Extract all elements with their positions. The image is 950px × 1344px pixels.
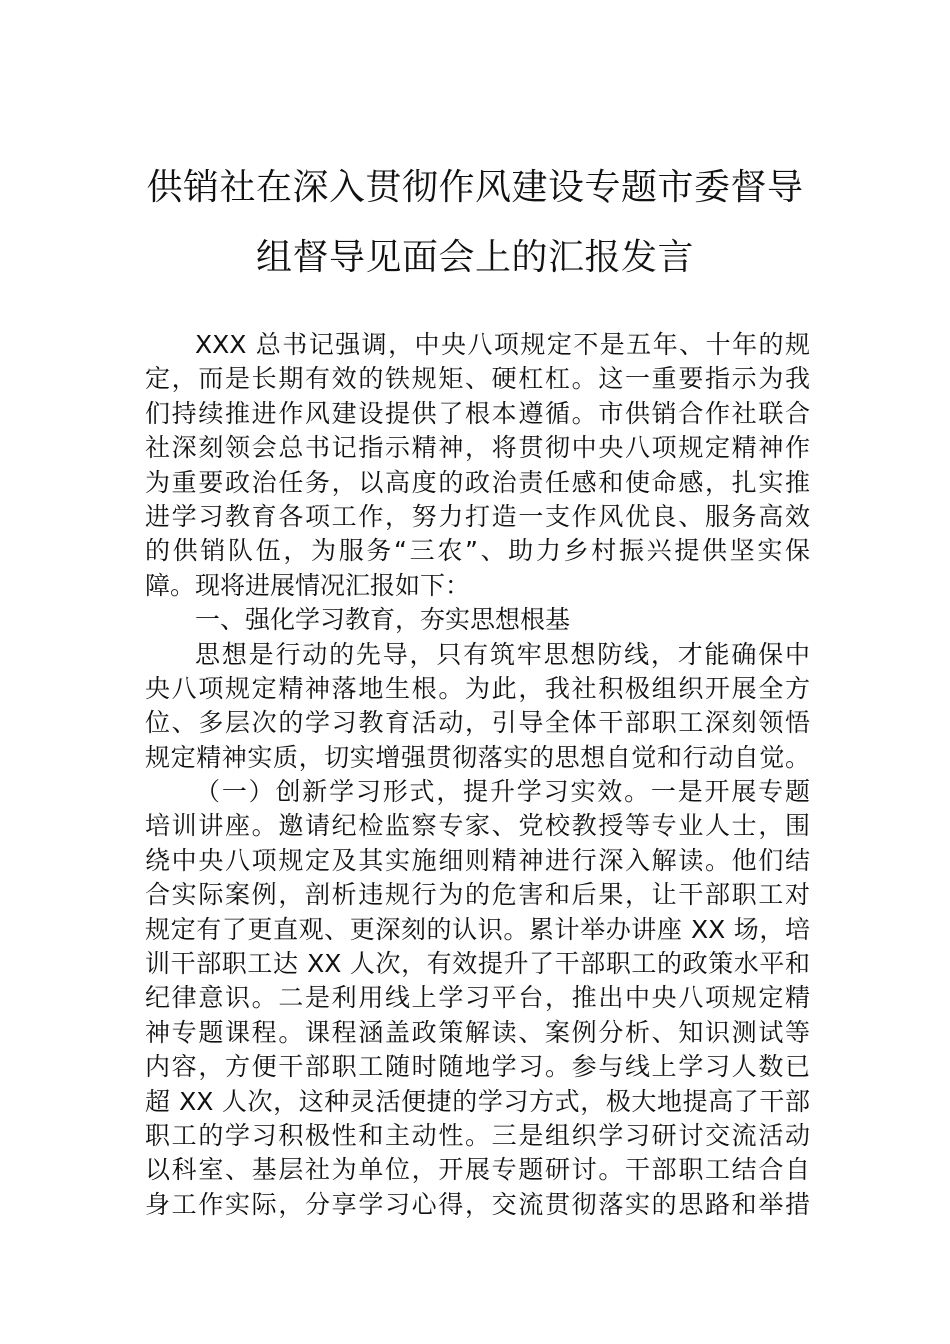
body-line: 规定精神实质，切实增强贯彻落实的思想自觉和行动自觉。	[145, 742, 810, 772]
document-body	[145, 328, 810, 1222]
body-line: 进学习教育各项工作，努力打造一支作风优良、服务高效	[145, 501, 810, 531]
body-line: 职工的学习积极性和主动性。三是组织学习研讨交流活动	[145, 1120, 810, 1150]
body-line: 训干部职工达 XX 人次，有效提升了干部职工的政策水平和	[145, 949, 810, 979]
body-line: 身工作实际，分享学习心得，交流贯彻落实的思路和举措	[145, 1189, 810, 1219]
body-line: 为重要政治任务，以高度的政治责任感和使命感，扎实推	[145, 467, 810, 497]
body-line: 培训讲座。邀请纪检监察专家、党校教授等专业人士，围	[145, 811, 810, 841]
body-line: 规定有了更直观、更深刻的认识。累计举办讲座 XX 场，培	[145, 914, 810, 944]
body-line: 纪律意识。二是利用线上学习平台，推出中央八项规定精	[145, 983, 810, 1013]
document-title-line-2: 组督导见面会上的汇报发言	[255, 237, 694, 278]
body-line: 一、强化学习教育，夯实思想根基	[195, 605, 571, 635]
body-line: 定，而是长期有效的铁规矩、硬杠杠。这一重要指示为我	[145, 364, 810, 394]
body-line: 以科室、基层社为单位，开展专题研讨。干部职工结合自	[145, 1155, 810, 1185]
body-line: 的供销队伍，为服务“三农”、助力乡村振兴提供坚实保	[145, 536, 810, 566]
body-line: 央八项规定精神落地生根。为此，我社积极组织开展全方	[145, 673, 810, 703]
body-line: 合实际案例，剖析违规行为的危害和后果，让干部职工对	[145, 880, 810, 910]
body-line: 超 XX 人次，这种灵活便捷的学习方式，极大地提高了干部	[145, 1086, 810, 1116]
body-line: XXX 总书记强调，中央八项规定不是五年、十年的规	[195, 330, 810, 359]
body-line: 障。现将进展情况汇报如下：	[145, 570, 471, 600]
body-line: 社深刻领会总书记指示精神，将贯彻中央八项规定精神作	[145, 433, 810, 463]
document-title-line-1: 供销社在深入贯彻作风建设专题市委督导	[146, 167, 804, 208]
body-line: 们持续推进作风建设提供了根本遵循。市供销合作社联合	[145, 398, 810, 428]
body-line: 位、多层次的学习教育活动，引导全体干部职工深刻领悟	[145, 708, 810, 738]
body-line: 神专题课程。课程涵盖政策解读、案例分析、知识测试等	[145, 1017, 810, 1047]
body-line: 思想是行动的先导，只有筑牢思想防线，才能确保中	[195, 639, 810, 669]
body-line: 内容，方便干部职工随时随地学习。参与线上学习人数已	[145, 1052, 810, 1082]
body-line: （一）创新学习形式，提升学习实效。一是开展专题	[195, 777, 810, 807]
body-line: 绕中央八项规定及其实施细则精神进行深入解读。他们结	[145, 845, 810, 875]
